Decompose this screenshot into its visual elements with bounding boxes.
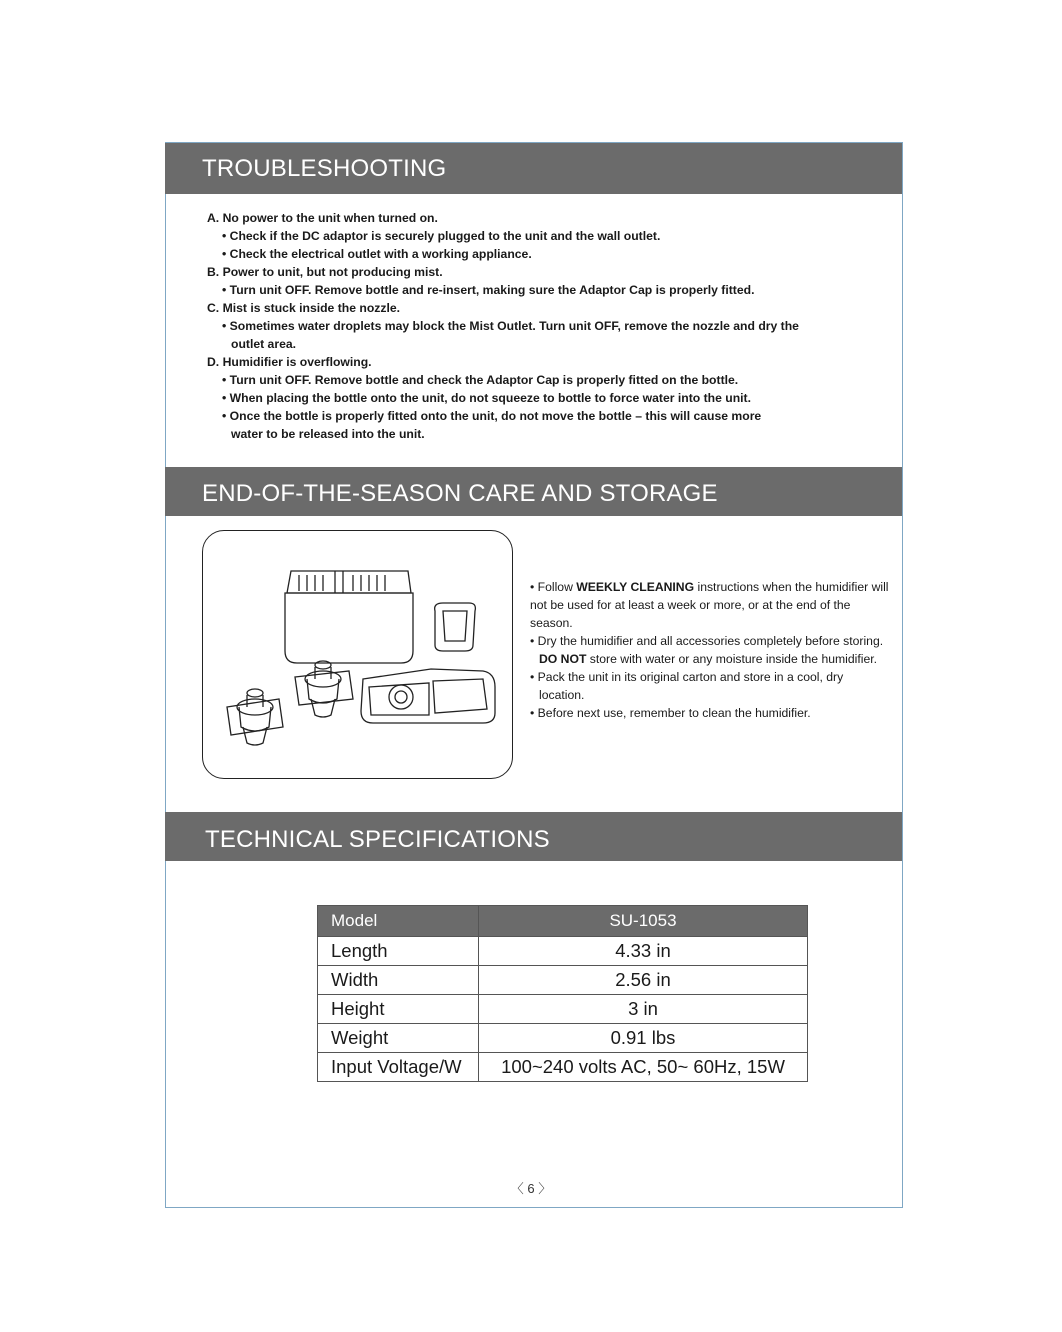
- storage-item-2: [530, 632, 890, 668]
- solution-d2: • When placing the bottle onto the unit, do not squeeze to bottle to force water into the unit.: [222, 389, 847, 407]
- storage-item-2-pre: Dry the humidifier and all accessories completely before storing.: [537, 634, 884, 648]
- storage-header: [165, 467, 902, 516]
- solution-a2: • Check the electrical outlet with a working appliance.: [222, 245, 847, 263]
- specs-header-value: SU-1053: [479, 906, 808, 937]
- storage-item-1-pre: Follow: [537, 580, 577, 594]
- solution-d1: • Turn unit OFF. Remove bottle and check the Adaptor Cap is properly fitted on the bottle.: [222, 371, 847, 389]
- storage-instructions: [530, 578, 890, 722]
- table-row: [318, 1053, 808, 1082]
- specs-title: TECHNICAL SPECIFICATIONS: [205, 826, 550, 853]
- solution-a1: • Check if the DC adaptor is securely plugged to the unit and the wall outlet.: [222, 227, 847, 245]
- table-row: [318, 1024, 808, 1053]
- specs-header: [165, 812, 902, 861]
- storage-item-1: [530, 578, 890, 632]
- spec-value: 4.33 in: [479, 937, 808, 966]
- solution-c1: • Sometimes water droplets may block the Mist Outlet. Turn unit OFF, remove the nozzle and dry the outlet area.: [222, 317, 821, 353]
- storage-item-2-post: store with water or any moisture inside the humidifier.: [586, 652, 878, 666]
- storage-item-2-bold: DO NOT: [539, 652, 587, 666]
- troubleshooting-title: TROUBLESHOOTING: [202, 155, 447, 182]
- humidifier-parts-illustration: [202, 530, 513, 779]
- troubleshooting-header: [165, 143, 902, 194]
- spec-value: 3 in: [479, 995, 808, 1024]
- page-number: 〈 6 〉: [510, 1181, 552, 1196]
- storage-item-3: • Pack the unit in its original carton and store in a cool, dry location.: [530, 668, 890, 704]
- spec-label: Height: [318, 995, 479, 1024]
- specs-header-label: Model: [318, 906, 479, 937]
- table-row: [318, 937, 808, 966]
- spec-label: Width: [318, 966, 479, 995]
- table-row: [318, 995, 808, 1024]
- storage-item-1-post: instructions when the humidifier will not be used for at least a week or more, or at the end of the season.: [530, 580, 889, 630]
- spec-label: Weight: [318, 1024, 479, 1053]
- solution-d3: • Once the bottle is properly fitted onto the unit, do not move the bottle – this will cause more water to be released into the unit.: [222, 407, 796, 443]
- solution-b1: • Turn unit OFF. Remove bottle and re-insert, making sure the Adaptor Cap is properly fitted.: [222, 281, 847, 299]
- problem-d: D. Humidifier is overflowing.: [207, 355, 372, 369]
- spec-value: 2.56 in: [479, 966, 808, 995]
- spec-value: 0.91 lbs: [479, 1024, 808, 1053]
- storage-title: END-OF-THE-SEASON CARE AND STORAGE: [202, 480, 718, 507]
- problem-b: B. Power to unit, but not producing mist.: [207, 265, 443, 279]
- humidifier-parts-drawing: [203, 531, 514, 780]
- spec-value: 100~240 volts AC, 50~ 60Hz, 15W: [479, 1053, 808, 1082]
- spec-label: Input Voltage/W: [318, 1053, 479, 1082]
- storage-item-4: • Before next use, remember to clean the humidifier.: [530, 704, 890, 722]
- specs-header-row: [318, 906, 808, 937]
- storage-item-1-bold: WEEKLY CLEANING: [576, 580, 695, 594]
- problem-a: A. No power to the unit when turned on.: [207, 211, 438, 225]
- table-row: [318, 966, 808, 995]
- spec-label: Length: [318, 937, 479, 966]
- troubleshooting-list: [207, 209, 847, 443]
- problem-c: C. Mist is stuck inside the nozzle.: [207, 301, 401, 315]
- specs-table: [317, 905, 808, 1082]
